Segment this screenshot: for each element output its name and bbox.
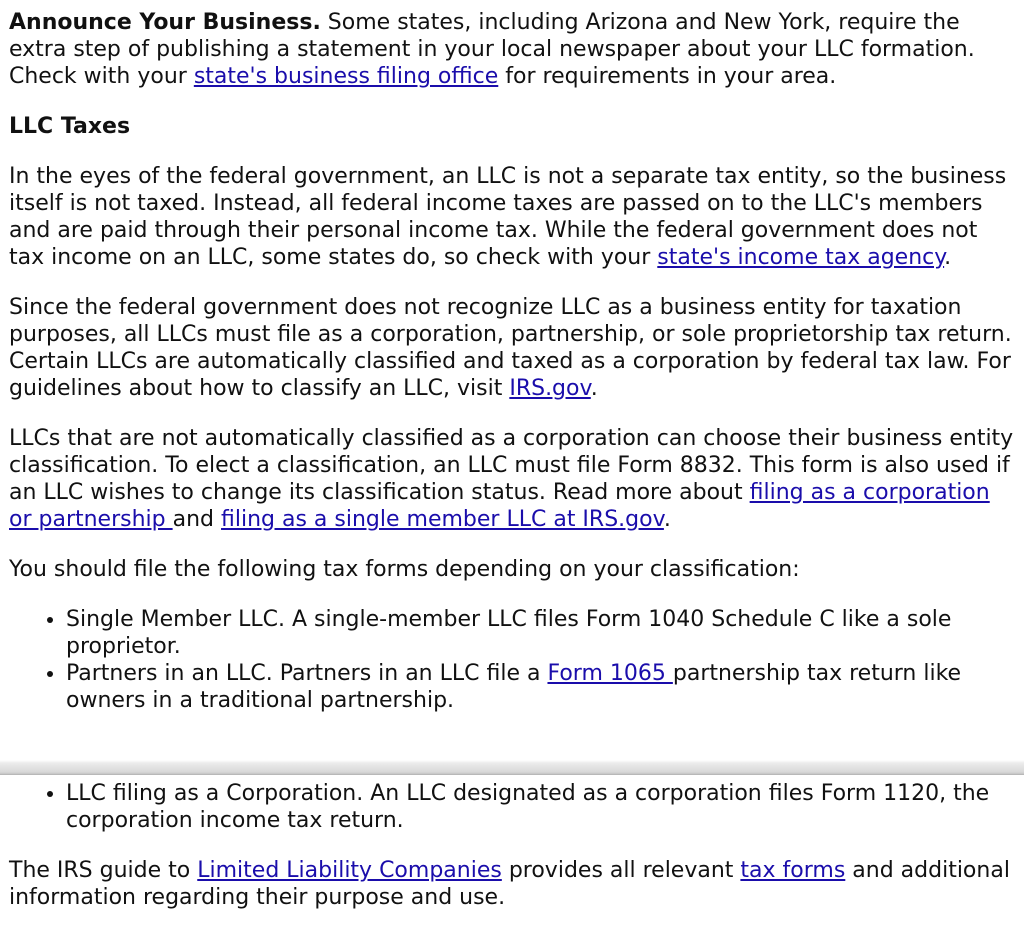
tax-forms-link[interactable]: tax forms bbox=[740, 858, 846, 883]
closing-text-3: and additional information regarding their purpose and use. bbox=[9, 858, 1010, 910]
classification-text-1: Since the federal government does not recognize LLC as a business entity for taxation purposes, all LLCs must file as a corporation, partnership, or sole proprietorship tax return. Certain LLCs are automatically classified and taxed as a corporation by federal tax law. For guidelines about how to classify an LLC, visit bbox=[9, 295, 1012, 401]
irs-gov-link[interactable]: IRS.gov bbox=[509, 376, 591, 401]
election-text-2: and bbox=[172, 507, 222, 532]
article-body bbox=[9, 9, 1017, 714]
article-body-continued bbox=[9, 780, 1017, 911]
business-filing-office-link[interactable]: state's business filing office bbox=[193, 64, 499, 89]
closing-paragraph bbox=[9, 857, 1017, 911]
page-break-divider bbox=[0, 760, 1024, 775]
list-item-partners bbox=[66, 660, 1017, 714]
state-income-tax-agency-link[interactable]: state's income tax agency bbox=[657, 245, 945, 270]
election-paragraph bbox=[9, 425, 1017, 533]
election-text-1: LLCs that are not automatically classified as a corporation can choose their business entity classification. To elect a classification, an LLC must file Form 8832. This form is also used if an LLC wishes to change its classification status. Read more about bbox=[9, 426, 1014, 505]
corporation-partnership-link[interactable]: filing as a corporation or partnership bbox=[9, 480, 990, 532]
closing-text-1: The IRS guide to bbox=[9, 858, 198, 883]
llc-taxes-heading: LLC Taxes bbox=[9, 114, 131, 139]
list-item-corporation: • LLC filing as a Corporation. An LLC designated as a corporation files Form 1120, the corporation income tax return. bbox=[66, 780, 1017, 834]
tax-forms-list bbox=[9, 606, 1017, 714]
single-member-llc-link[interactable]: filing as a single member LLC at IRS.gov bbox=[221, 507, 664, 532]
announce-paragraph bbox=[9, 9, 1017, 90]
announce-lead: Announce Your Business. bbox=[9, 10, 321, 35]
limited-liability-companies-link[interactable]: Limited Liability Companies bbox=[197, 858, 502, 883]
announce-text-1: Some states, including Arizona and New York, require the extra step of publishing a statement in your local newspaper about your LLC formation. Check with your bbox=[9, 10, 975, 89]
tax-forms-intro: You should file the following tax forms depending on your classification: bbox=[9, 557, 800, 582]
announce-text-2: for requirements in your area. bbox=[498, 64, 837, 89]
classification-text-2: . bbox=[590, 376, 598, 401]
election-text-3: . bbox=[663, 507, 671, 532]
partners-text-2: partnership tax return like owners in a traditional partnership. bbox=[66, 661, 962, 713]
partners-text-1: Partners in an LLC. Partners in an LLC file a bbox=[66, 661, 548, 686]
list-item-single-member: • Single Member LLC. A single-member LLC files Form 1040 Schedule C like a sole proprietor. bbox=[66, 606, 1017, 660]
form-1065-link[interactable]: Form 1065 bbox=[547, 661, 673, 686]
federal-tax-text-1: In the eyes of the federal government, an LLC is not a separate tax entity, so the business itself is not taxed. Instead, all federal income taxes are passed on to the LLC's members and are paid through their personal income tax. While the federal government does not tax income on an LLC, some states do, so check with your bbox=[9, 164, 1007, 270]
federal-tax-paragraph bbox=[9, 163, 1017, 271]
federal-tax-text-2: . bbox=[944, 245, 952, 270]
tax-forms-list-continued bbox=[9, 780, 1017, 834]
classification-paragraph bbox=[9, 294, 1017, 402]
closing-text-2: provides all relevant bbox=[501, 858, 741, 883]
